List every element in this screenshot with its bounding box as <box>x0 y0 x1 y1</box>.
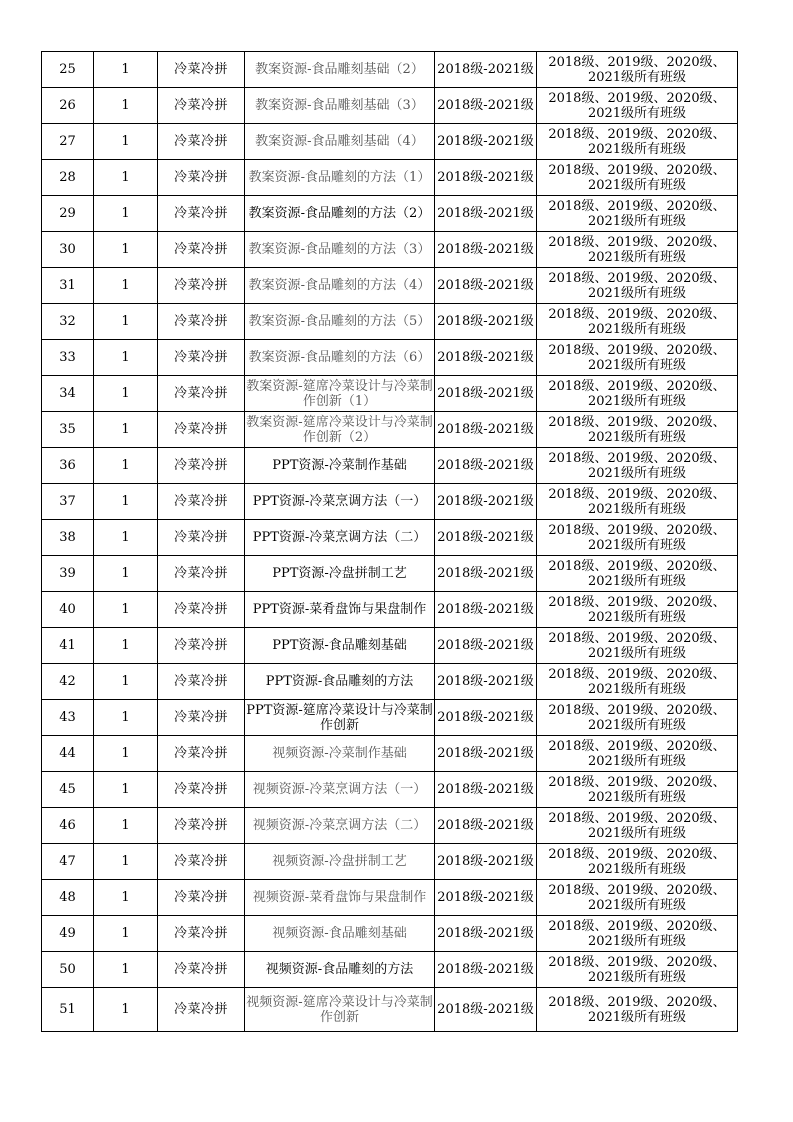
resource-name-cell: 视频资源-冷菜制作基础 <box>245 736 435 772</box>
grade-range-cell: 2018级-2021级 <box>435 88 537 124</box>
table-row <box>42 952 738 988</box>
count-cell: 1 <box>94 412 158 448</box>
course-name-cell: 冷菜冷拼 <box>158 376 245 412</box>
grade-range-cell: 2018级-2021级 <box>435 124 537 160</box>
grade-range-cell: 2018级-2021级 <box>435 736 537 772</box>
classes-cell: 2018级、2019级、2020级、2021级所有班级 <box>537 736 738 772</box>
count-cell: 1 <box>94 664 158 700</box>
count-cell: 1 <box>94 520 158 556</box>
resource-name-cell: 教案资源-筵席冷菜设计与冷菜制作创新（1） <box>245 376 435 412</box>
course-name-cell: 冷菜冷拼 <box>158 88 245 124</box>
resource-name-cell: PPT资源-冷菜制作基础 <box>245 448 435 484</box>
classes-cell: 2018级、2019级、2020级、2021级所有班级 <box>537 664 738 700</box>
row-number-cell: 44 <box>42 736 94 772</box>
count-cell: 1 <box>94 340 158 376</box>
course-name-cell: 冷菜冷拼 <box>158 340 245 376</box>
table-row <box>42 376 738 412</box>
classes-cell: 2018级、2019级、2020级、2021级所有班级 <box>537 520 738 556</box>
row-number-cell: 33 <box>42 340 94 376</box>
table-row <box>42 340 738 376</box>
grade-range-cell: 2018级-2021级 <box>435 952 537 988</box>
classes-cell: 2018级、2019级、2020级、2021级所有班级 <box>537 880 738 916</box>
table-row <box>42 736 738 772</box>
table-row <box>42 88 738 124</box>
row-number-cell: 41 <box>42 628 94 664</box>
count-cell: 1 <box>94 772 158 808</box>
count-cell: 1 <box>94 808 158 844</box>
grade-range-cell: 2018级-2021级 <box>435 556 537 592</box>
course-name-cell: 冷菜冷拼 <box>158 772 245 808</box>
resource-name-cell: 教案资源-食品雕刻的方法（6） <box>245 340 435 376</box>
table-row <box>42 412 738 448</box>
table-row <box>42 232 738 268</box>
classes-cell: 2018级、2019级、2020级、2021级所有班级 <box>537 268 738 304</box>
count-cell: 1 <box>94 88 158 124</box>
resource-name-cell: 教案资源-食品雕刻的方法（3） <box>245 232 435 268</box>
count-cell: 1 <box>94 268 158 304</box>
table-row <box>42 916 738 952</box>
resource-name-cell: 教案资源-食品雕刻的方法（2） <box>245 196 435 232</box>
count-cell: 1 <box>94 700 158 736</box>
row-number-cell: 37 <box>42 484 94 520</box>
course-name-cell: 冷菜冷拼 <box>158 520 245 556</box>
count-cell: 1 <box>94 952 158 988</box>
classes-cell: 2018级、2019级、2020级、2021级所有班级 <box>537 376 738 412</box>
row-number-cell: 50 <box>42 952 94 988</box>
row-number-cell: 30 <box>42 232 94 268</box>
grade-range-cell: 2018级-2021级 <box>435 448 537 484</box>
table-row <box>42 592 738 628</box>
classes-cell: 2018级、2019级、2020级、2021级所有班级 <box>537 340 738 376</box>
resource-name-cell: 视频资源-冷菜烹调方法（二） <box>245 808 435 844</box>
course-name-cell: 冷菜冷拼 <box>158 412 245 448</box>
classes-cell: 2018级、2019级、2020级、2021级所有班级 <box>537 88 738 124</box>
grade-range-cell: 2018级-2021级 <box>435 304 537 340</box>
table-row <box>42 124 738 160</box>
classes-cell: 2018级、2019级、2020级、2021级所有班级 <box>537 772 738 808</box>
count-cell: 1 <box>94 124 158 160</box>
count-cell: 1 <box>94 376 158 412</box>
classes-cell: 2018级、2019级、2020级、2021级所有班级 <box>537 592 738 628</box>
count-cell: 1 <box>94 628 158 664</box>
course-name-cell: 冷菜冷拼 <box>158 592 245 628</box>
table-row <box>42 304 738 340</box>
course-name-cell: 冷菜冷拼 <box>158 484 245 520</box>
table-row <box>42 664 738 700</box>
table-row <box>42 484 738 520</box>
classes-cell: 2018级、2019级、2020级、2021级所有班级 <box>537 556 738 592</box>
course-name-cell: 冷菜冷拼 <box>158 808 245 844</box>
count-cell: 1 <box>94 52 158 88</box>
row-number-cell: 35 <box>42 412 94 448</box>
grade-range-cell: 2018级-2021级 <box>435 700 537 736</box>
row-number-cell: 32 <box>42 304 94 340</box>
resource-name-cell: 教案资源-食品雕刻的方法（4） <box>245 268 435 304</box>
row-number-cell: 51 <box>42 988 94 1032</box>
grade-range-cell: 2018级-2021级 <box>435 196 537 232</box>
row-number-cell: 27 <box>42 124 94 160</box>
count-cell: 1 <box>94 988 158 1032</box>
resource-name-cell: PPT资源-冷盘拼制工艺 <box>245 556 435 592</box>
resource-name-cell: 教案资源-食品雕刻基础（2） <box>245 52 435 88</box>
course-name-cell: 冷菜冷拼 <box>158 664 245 700</box>
course-name-cell: 冷菜冷拼 <box>158 880 245 916</box>
grade-range-cell: 2018级-2021级 <box>435 340 537 376</box>
table-row <box>42 448 738 484</box>
row-number-cell: 29 <box>42 196 94 232</box>
count-cell: 1 <box>94 592 158 628</box>
classes-cell: 2018级、2019级、2020级、2021级所有班级 <box>537 628 738 664</box>
count-cell: 1 <box>94 736 158 772</box>
row-number-cell: 36 <box>42 448 94 484</box>
count-cell: 1 <box>94 304 158 340</box>
resource-name-cell: PPT资源-食品雕刻基础 <box>245 628 435 664</box>
course-name-cell: 冷菜冷拼 <box>158 556 245 592</box>
course-name-cell: 冷菜冷拼 <box>158 844 245 880</box>
resource-name-cell: PPT资源-筵席冷菜设计与冷菜制作创新 <box>245 700 435 736</box>
table-row <box>42 844 738 880</box>
course-name-cell: 冷菜冷拼 <box>158 124 245 160</box>
classes-cell: 2018级、2019级、2020级、2021级所有班级 <box>537 952 738 988</box>
course-name-cell: 冷菜冷拼 <box>158 700 245 736</box>
resource-name-cell: PPT资源-冷菜烹调方法（二） <box>245 520 435 556</box>
grade-range-cell: 2018级-2021级 <box>435 268 537 304</box>
grade-range-cell: 2018级-2021级 <box>435 484 537 520</box>
course-name-cell: 冷菜冷拼 <box>158 736 245 772</box>
classes-cell: 2018级、2019级、2020级、2021级所有班级 <box>537 700 738 736</box>
row-number-cell: 40 <box>42 592 94 628</box>
table-row <box>42 556 738 592</box>
classes-cell: 2018级、2019级、2020级、2021级所有班级 <box>537 232 738 268</box>
course-name-cell: 冷菜冷拼 <box>158 268 245 304</box>
grade-range-cell: 2018级-2021级 <box>435 412 537 448</box>
classes-cell: 2018级、2019级、2020级、2021级所有班级 <box>537 916 738 952</box>
classes-cell: 2018级、2019级、2020级、2021级所有班级 <box>537 412 738 448</box>
course-name-cell: 冷菜冷拼 <box>158 916 245 952</box>
grade-range-cell: 2018级-2021级 <box>435 592 537 628</box>
classes-cell: 2018级、2019级、2020级、2021级所有班级 <box>537 52 738 88</box>
grade-range-cell: 2018级-2021级 <box>435 664 537 700</box>
resource-name-cell: 教案资源-筵席冷菜设计与冷菜制作创新（2） <box>245 412 435 448</box>
row-number-cell: 49 <box>42 916 94 952</box>
course-name-cell: 冷菜冷拼 <box>158 160 245 196</box>
resource-name-cell: 教案资源-食品雕刻的方法（1） <box>245 160 435 196</box>
table-row <box>42 268 738 304</box>
resource-name-cell: PPT资源-冷菜烹调方法（一） <box>245 484 435 520</box>
table-row <box>42 520 738 556</box>
classes-cell: 2018级、2019级、2020级、2021级所有班级 <box>537 844 738 880</box>
row-number-cell: 45 <box>42 772 94 808</box>
count-cell: 1 <box>94 844 158 880</box>
resource-name-cell: PPT资源-食品雕刻的方法 <box>245 664 435 700</box>
count-cell: 1 <box>94 880 158 916</box>
classes-cell: 2018级、2019级、2020级、2021级所有班级 <box>537 160 738 196</box>
resource-name-cell: 视频资源-冷菜烹调方法（一） <box>245 772 435 808</box>
grade-range-cell: 2018级-2021级 <box>435 52 537 88</box>
table-row <box>42 772 738 808</box>
resource-name-cell: PPT资源-菜肴盘饰与果盘制作 <box>245 592 435 628</box>
grade-range-cell: 2018级-2021级 <box>435 988 537 1032</box>
count-cell: 1 <box>94 232 158 268</box>
row-number-cell: 28 <box>42 160 94 196</box>
count-cell: 1 <box>94 196 158 232</box>
course-name-cell: 冷菜冷拼 <box>158 952 245 988</box>
classes-cell: 2018级、2019级、2020级、2021级所有班级 <box>537 304 738 340</box>
table-row <box>42 628 738 664</box>
resource-name-cell: 视频资源-菜肴盘饰与果盘制作 <box>245 880 435 916</box>
grade-range-cell: 2018级-2021级 <box>435 916 537 952</box>
course-name-cell: 冷菜冷拼 <box>158 448 245 484</box>
count-cell: 1 <box>94 448 158 484</box>
resource-name-cell: 教案资源-食品雕刻的方法（5） <box>245 304 435 340</box>
course-name-cell: 冷菜冷拼 <box>158 988 245 1032</box>
row-number-cell: 31 <box>42 268 94 304</box>
row-number-cell: 42 <box>42 664 94 700</box>
table-row <box>42 988 738 1032</box>
grade-range-cell: 2018级-2021级 <box>435 232 537 268</box>
classes-cell: 2018级、2019级、2020级、2021级所有班级 <box>537 196 738 232</box>
classes-cell: 2018级、2019级、2020级、2021级所有班级 <box>537 484 738 520</box>
grade-range-cell: 2018级-2021级 <box>435 808 537 844</box>
row-number-cell: 46 <box>42 808 94 844</box>
grade-range-cell: 2018级-2021级 <box>435 880 537 916</box>
table-row <box>42 52 738 88</box>
row-number-cell: 48 <box>42 880 94 916</box>
row-number-cell: 39 <box>42 556 94 592</box>
grade-range-cell: 2018级-2021级 <box>435 772 537 808</box>
table-row <box>42 880 738 916</box>
classes-cell: 2018级、2019级、2020级、2021级所有班级 <box>537 808 738 844</box>
count-cell: 1 <box>94 916 158 952</box>
course-name-cell: 冷菜冷拼 <box>158 232 245 268</box>
grade-range-cell: 2018级-2021级 <box>435 520 537 556</box>
resource-name-cell: 教案资源-食品雕刻基础（3） <box>245 88 435 124</box>
row-number-cell: 38 <box>42 520 94 556</box>
table-row <box>42 808 738 844</box>
grade-range-cell: 2018级-2021级 <box>435 844 537 880</box>
table-row <box>42 700 738 736</box>
grade-range-cell: 2018级-2021级 <box>435 376 537 412</box>
count-cell: 1 <box>94 160 158 196</box>
grade-range-cell: 2018级-2021级 <box>435 628 537 664</box>
course-name-cell: 冷菜冷拼 <box>158 52 245 88</box>
count-cell: 1 <box>94 484 158 520</box>
resource-table <box>41 51 738 1032</box>
table-body <box>42 52 738 1032</box>
table-row <box>42 196 738 232</box>
classes-cell: 2018级、2019级、2020级、2021级所有班级 <box>537 124 738 160</box>
row-number-cell: 47 <box>42 844 94 880</box>
row-number-cell: 26 <box>42 88 94 124</box>
resource-name-cell: 视频资源-筵席冷菜设计与冷菜制作创新 <box>245 988 435 1032</box>
row-number-cell: 34 <box>42 376 94 412</box>
course-name-cell: 冷菜冷拼 <box>158 304 245 340</box>
resource-name-cell: 教案资源-食品雕刻基础（4） <box>245 124 435 160</box>
resource-name-cell: 视频资源-食品雕刻的方法 <box>245 952 435 988</box>
classes-cell: 2018级、2019级、2020级、2021级所有班级 <box>537 448 738 484</box>
course-name-cell: 冷菜冷拼 <box>158 196 245 232</box>
table-row <box>42 160 738 196</box>
grade-range-cell: 2018级-2021级 <box>435 160 537 196</box>
resource-name-cell: 视频资源-冷盘拼制工艺 <box>245 844 435 880</box>
row-number-cell: 43 <box>42 700 94 736</box>
count-cell: 1 <box>94 556 158 592</box>
classes-cell: 2018级、2019级、2020级、2021级所有班级 <box>537 988 738 1032</box>
resource-name-cell: 视频资源-食品雕刻基础 <box>245 916 435 952</box>
row-number-cell: 25 <box>42 52 94 88</box>
course-name-cell: 冷菜冷拼 <box>158 628 245 664</box>
